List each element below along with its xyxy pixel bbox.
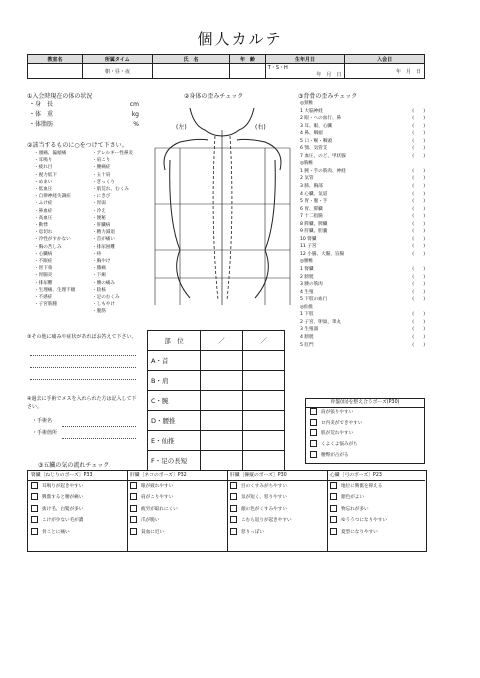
answer-line[interactable] [30, 354, 136, 356]
symptom-col2 [92, 150, 150, 316]
spine-item[interactable]: 7 血圧、のど、甲状腺 ( ) [300, 153, 425, 159]
organ-item[interactable]: 興奮すると腰が痛い [28, 492, 127, 503]
symptom-item[interactable]: ・胸の苦しみ [34, 244, 62, 250]
body-stats [29, 100, 139, 130]
checkbox[interactable] [310, 408, 317, 415]
pelvis-item[interactable]: 腰臀が占がる [310, 451, 424, 462]
symptom-item[interactable]: ・腰の痛み [92, 280, 115, 286]
organ-item[interactable]: ゆううつになりやすい [327, 515, 425, 526]
spine-item[interactable]: 2 眼・への血行、鼻 ( ) [300, 116, 425, 122]
symptom-item[interactable]: ・痔 [92, 251, 102, 257]
section4-title: ④過去に手術でメスを入れられた方は記入して下さい。 [27, 396, 137, 410]
organ-item[interactable]: 地位に興奮を抑える [327, 481, 425, 492]
symptom-item[interactable]: ・にきび [92, 194, 111, 200]
organ-item[interactable]: 物忘れが多い [327, 504, 425, 515]
spine-item[interactable]: 7 十二指腸 ( ) [300, 214, 425, 220]
part-cell[interactable] [201, 451, 243, 471]
checkbox[interactable] [130, 505, 137, 512]
parts-col-part: 部 位 [148, 331, 201, 351]
spine-item[interactable]: 10 腎臓 ( ) [300, 236, 425, 242]
pelvis-item[interactable]: 肩が張りやすい [310, 408, 424, 419]
section2-title: ②該当するものに○をつけて下さい。 [27, 142, 128, 149]
pelvis-item[interactable]: 肌が荒れやすい [310, 429, 424, 440]
symptom-item[interactable]: ・便秘 [92, 215, 106, 221]
symptom-item[interactable]: ・胸やけ [92, 259, 111, 265]
part-c: C・腕 [148, 391, 201, 411]
checkbox[interactable] [310, 440, 317, 447]
spine-item[interactable]: 2 気管 ( ) [300, 176, 425, 182]
organ-item[interactable]: 気が短く、怒りやすい [227, 492, 327, 503]
spine-item[interactable]: 8 膵臓、脾臓 ( ) [300, 221, 425, 227]
symptom-item[interactable]: ・視力低下 [34, 172, 57, 178]
organ-col [227, 471, 328, 551]
symptom-item[interactable]: ・子宮筋腫 [34, 302, 57, 308]
checkbox[interactable] [330, 482, 337, 489]
checkbox[interactable] [230, 505, 237, 512]
symptom-item[interactable]: ・アレルギー性鼻炎 [92, 151, 134, 156]
checkbox[interactable] [310, 451, 317, 458]
pelvis-item[interactable]: くよくよ悩みがち [310, 440, 424, 451]
symptom-item[interactable]: ・首が痛い [92, 237, 115, 243]
header-col-join: 入会日 [345, 55, 425, 64]
symptom-item[interactable]: ・五十肩 [92, 172, 111, 178]
organ-col [127, 471, 228, 551]
section3-title: ③その他に痛みや症状があればお答えて下さい。 [27, 334, 137, 340]
organ-col-title: 腎臓［ねじりのポーズ］P33 [28, 471, 127, 481]
symptom-item[interactable]: ・不感症 [34, 295, 53, 301]
surgery-site-label: ・手術箇所 [32, 430, 58, 436]
pelvis-item[interactable]: ロ内炎ができやすい [310, 419, 424, 430]
spine-item[interactable]: 9 肝臓、胆嚢 ( ) [300, 229, 425, 235]
part-cell[interactable] [243, 371, 285, 391]
part-a: A・首 [148, 351, 201, 371]
spine-item[interactable]: 5 胃・腹・手 ( ) [300, 199, 425, 205]
symptom-item[interactable]: ・頭痛、偏頭痛 [34, 151, 67, 156]
spine-item[interactable]: 4 膀胱 ( ) [300, 334, 425, 340]
symptom-item[interactable]: ・膝痛 [92, 266, 106, 272]
spine-list [300, 100, 425, 349]
weight-unit: kg [131, 111, 139, 118]
organ-col-title: 肝臓［操縦のポーズ］P30 [227, 471, 327, 481]
spine-item[interactable]: 1 下肢 ( ) [300, 312, 425, 318]
spine-group-label: ◎仙推 [300, 304, 314, 310]
checkbox[interactable] [330, 493, 337, 500]
surgery-name-line [62, 425, 136, 427]
organ-item[interactable]: 抜け毛、白髪が多い [28, 504, 127, 515]
part-cell[interactable] [201, 391, 243, 411]
symptom-item[interactable]: ・胃弱 [92, 201, 106, 207]
spine-group-label: ◎頸椎 [300, 101, 314, 106]
symptom-item[interactable]: ・低血圧 [34, 187, 53, 193]
spine-item[interactable]: 5 下肢の血行 ( ) [300, 297, 425, 303]
checkbox[interactable] [130, 516, 137, 523]
body-diagram [150, 100, 295, 308]
spine-item[interactable]: 4 心臓、気道 ( ) [300, 191, 425, 197]
header-col-age: 年 齢 [230, 55, 265, 64]
organ-item[interactable]: 眼が疲れやすい [127, 481, 227, 492]
symptom-item[interactable]: ・高血圧 [34, 215, 53, 221]
section1-title: ①入会時現在の体の状況 [27, 93, 93, 100]
checkbox[interactable] [310, 419, 317, 426]
posture-title: ②身体の歪みチェック [184, 93, 244, 100]
symptom-item[interactable]: ・陰核 [92, 287, 106, 293]
symptom-item[interactable]: ・息切れ [34, 230, 53, 236]
spine-item[interactable]: 6 胃、膵臓 ( ) [300, 206, 425, 212]
checkbox[interactable] [130, 482, 137, 489]
checkbox[interactable] [31, 493, 38, 500]
name-field[interactable] [152, 64, 230, 79]
header-col-name: 氏 名 [152, 55, 230, 64]
organ-item[interactable]: 目のくすみがちやすい [227, 481, 327, 492]
checkbox[interactable] [310, 429, 317, 436]
posture-right-label: (右) [255, 124, 266, 131]
fat-label: ・体脂肪 [29, 121, 54, 128]
header-table [27, 54, 425, 79]
spine-item[interactable]: 6 顎、気管支 ( ) [300, 146, 425, 152]
spine-item[interactable]: 5 口・喉・咽頭 ( ) [300, 138, 425, 144]
part-b: B・肩 [148, 371, 201, 391]
pelvis-box-title: 骨盤(仙)を整え合うポーズ(P30) [306, 399, 424, 408]
part-cell[interactable] [243, 451, 285, 471]
spine-group-label: ◎胸椎 [300, 161, 314, 167]
weight-label: ・体 重 [29, 111, 54, 118]
posture-left-label: (左) [176, 124, 187, 131]
five-organs-table [27, 470, 427, 552]
pelvis-box-list [306, 408, 424, 462]
organ-item[interactable]: 怒りっぽい [227, 527, 327, 538]
symptom-item[interactable]: ・下痢 [92, 273, 106, 279]
checkbox[interactable] [330, 516, 337, 523]
symptom-item[interactable]: ・排尿困難 [92, 244, 115, 250]
spine-title: ③背骨の歪みチェック [298, 93, 358, 100]
checkbox[interactable] [130, 493, 137, 500]
spine-item[interactable]: 4 鼻、咽頭 ( ) [300, 131, 425, 137]
five-organs-title: ③五臓の気の流れチェック [38, 462, 110, 469]
join-field[interactable]: 年 月 日 [345, 64, 425, 79]
spine-item[interactable]: 1 腕・手の筋肉、神経 ( ) [300, 168, 425, 174]
era-options: T・S・H [267, 65, 288, 71]
checkbox[interactable] [230, 482, 237, 489]
checkbox[interactable] [330, 505, 337, 512]
symptom-item[interactable]: ・足のむくみ [92, 295, 120, 301]
spine-item[interactable]: 11 子宮 ( ) [300, 244, 425, 250]
part-cell[interactable] [243, 351, 285, 371]
part-cell[interactable] [243, 431, 285, 451]
spine-item[interactable]: 1 大脳神経 ( ) [300, 108, 425, 114]
height-label: ・身 長 [29, 101, 54, 108]
part-f: F・足の長短 [148, 451, 201, 471]
organ-item[interactable]: 顔色がよい [327, 492, 425, 503]
symptom-item[interactable]: ・排尿難 [34, 280, 53, 286]
part-cell[interactable] [243, 391, 285, 411]
symptom-item[interactable]: ・鼻血症 [34, 208, 53, 214]
spine-item[interactable]: 5 肛門 ( ) [300, 342, 425, 348]
organ-col-title: 心臓［弓のポーズ］P23 [327, 471, 425, 481]
spine-item[interactable]: 3 腰の筋肉 ( ) [300, 282, 425, 288]
spine-item[interactable]: 1 腎臓 ( ) [300, 267, 425, 273]
checkbox[interactable] [130, 528, 137, 535]
part-cell[interactable] [201, 411, 243, 431]
symptom-item[interactable]: ・めまい [34, 179, 53, 185]
symptom-item[interactable]: ・冷え [92, 208, 106, 214]
symptom-item[interactable]: ・胃腸炎 [34, 273, 53, 279]
part-cell[interactable] [201, 351, 243, 371]
part-cell[interactable] [201, 431, 243, 451]
parts-col-date2: ／ [243, 331, 285, 351]
dob-units: 年 月 日 [316, 72, 342, 78]
answer-line[interactable] [30, 378, 136, 380]
parts-col-date1: ／ [201, 331, 243, 351]
checkbox[interactable] [330, 528, 337, 535]
symptom-item[interactable]: ・自律神経失調症 [34, 194, 71, 200]
symptom-item[interactable]: ・胃下垂 [34, 266, 53, 272]
spine-item[interactable]: 4 生殖 ( ) [300, 289, 425, 295]
part-cell[interactable] [201, 371, 243, 391]
parts-table [147, 330, 285, 471]
symptom-item[interactable]: ・動悸 [34, 223, 48, 229]
page-title: 個人カルテ [197, 30, 283, 48]
header-col-classroom: 教室名 [28, 55, 83, 64]
symptom-item[interactable]: ・腰痛症 [92, 165, 111, 171]
checkbox[interactable] [31, 505, 38, 512]
spine-item[interactable]: 3 肺、胸部 ( ) [300, 184, 425, 190]
symptom-item[interactable]: ・心臓病 [34, 251, 53, 257]
symptom-item[interactable]: ・耳鳴り [34, 158, 53, 164]
header-col-time: 所属タイム [82, 55, 152, 64]
spine-item[interactable]: 3 生殖器 ( ) [300, 327, 425, 333]
symptom-item[interactable]: ・腹筋 [92, 309, 106, 315]
checkbox[interactable] [230, 528, 237, 535]
checkbox[interactable] [31, 482, 38, 489]
surgery-name-label: ・手術名 [32, 418, 53, 424]
height-unit: cm [129, 101, 139, 108]
organ-item[interactable]: 骨ことに痛い [28, 527, 127, 538]
time-field[interactable]: 朝・昼・夜 [82, 64, 152, 79]
organ-col [327, 471, 425, 551]
dob-field[interactable] [265, 64, 345, 79]
part-e: E・仙推 [148, 431, 201, 451]
part-d: D・腰推 [148, 411, 201, 431]
organ-item[interactable]: 顔の色がくすみやすい [227, 504, 327, 515]
symptom-col1 [34, 150, 92, 308]
symptom-item[interactable]: ・精力減退 [92, 230, 115, 236]
checkbox[interactable] [31, 528, 38, 535]
symptom-item[interactable]: ・疲れ目 [34, 165, 53, 171]
symptom-item[interactable]: ・ぎっくり [92, 179, 115, 185]
organ-col-title: 肝臓［ネコのポーズ］P32 [127, 471, 227, 481]
symptom-item[interactable]: ・しもやけ [92, 302, 115, 308]
fat-unit: % [133, 121, 139, 128]
organ-item[interactable]: 耳鳴りが起きやすい [28, 481, 127, 492]
age-field[interactable] [230, 64, 265, 79]
symptom-item[interactable]: ・肝臓病 [92, 223, 111, 229]
spine-item[interactable]: 3 耳、眼、心臓 ( ) [300, 123, 425, 129]
symptom-item[interactable]: ・肩こり [92, 158, 111, 164]
symptom-item[interactable]: ・ふけ症 [34, 201, 53, 207]
organ-item[interactable]: 爪が脆い [127, 515, 227, 526]
surgery-site-line [62, 437, 136, 439]
symptom-item[interactable]: ・生理痛、生理不順 [34, 287, 76, 293]
organ-item[interactable]: こむら返りが起きやすい [227, 515, 327, 526]
spine-item[interactable]: 2 子宮、卵巣、睾丸 ( ) [300, 319, 425, 325]
symptom-item[interactable]: ・肌荒れ、むくみ [92, 187, 130, 193]
symptom-item[interactable]: ・冷性がすかない [34, 237, 71, 243]
organ-item[interactable]: 肩がこりやすい [127, 492, 227, 503]
part-cell[interactable] [243, 411, 285, 431]
checkbox[interactable] [230, 493, 237, 500]
height-row [29, 100, 139, 110]
organ-col [28, 471, 128, 551]
fat-row [29, 120, 139, 130]
organ-item[interactable]: 疲労が取れにくい [127, 504, 227, 515]
symptom-item[interactable]: ・不眠症 [34, 259, 53, 265]
header-col-dob: 生年月日 [265, 55, 345, 64]
organ-item[interactable]: 貧血に近い [127, 527, 227, 538]
spine-item[interactable]: 2 膀胱 ( ) [300, 274, 425, 280]
checkbox[interactable] [230, 516, 237, 523]
organ-item[interactable]: 夏型になりやすい [327, 527, 425, 538]
checkbox[interactable] [31, 516, 38, 523]
organ-item[interactable]: こけが少ない毛が濃 [28, 515, 127, 526]
answer-line[interactable] [30, 366, 136, 368]
pelvis-box [305, 398, 425, 464]
classroom-field[interactable] [28, 64, 83, 79]
spine-item[interactable]: 12 小腸、大腸、盲腸 ( ) [300, 251, 425, 257]
weight-row [29, 110, 139, 120]
spine-group-label: ◎腰椎 [300, 259, 314, 265]
